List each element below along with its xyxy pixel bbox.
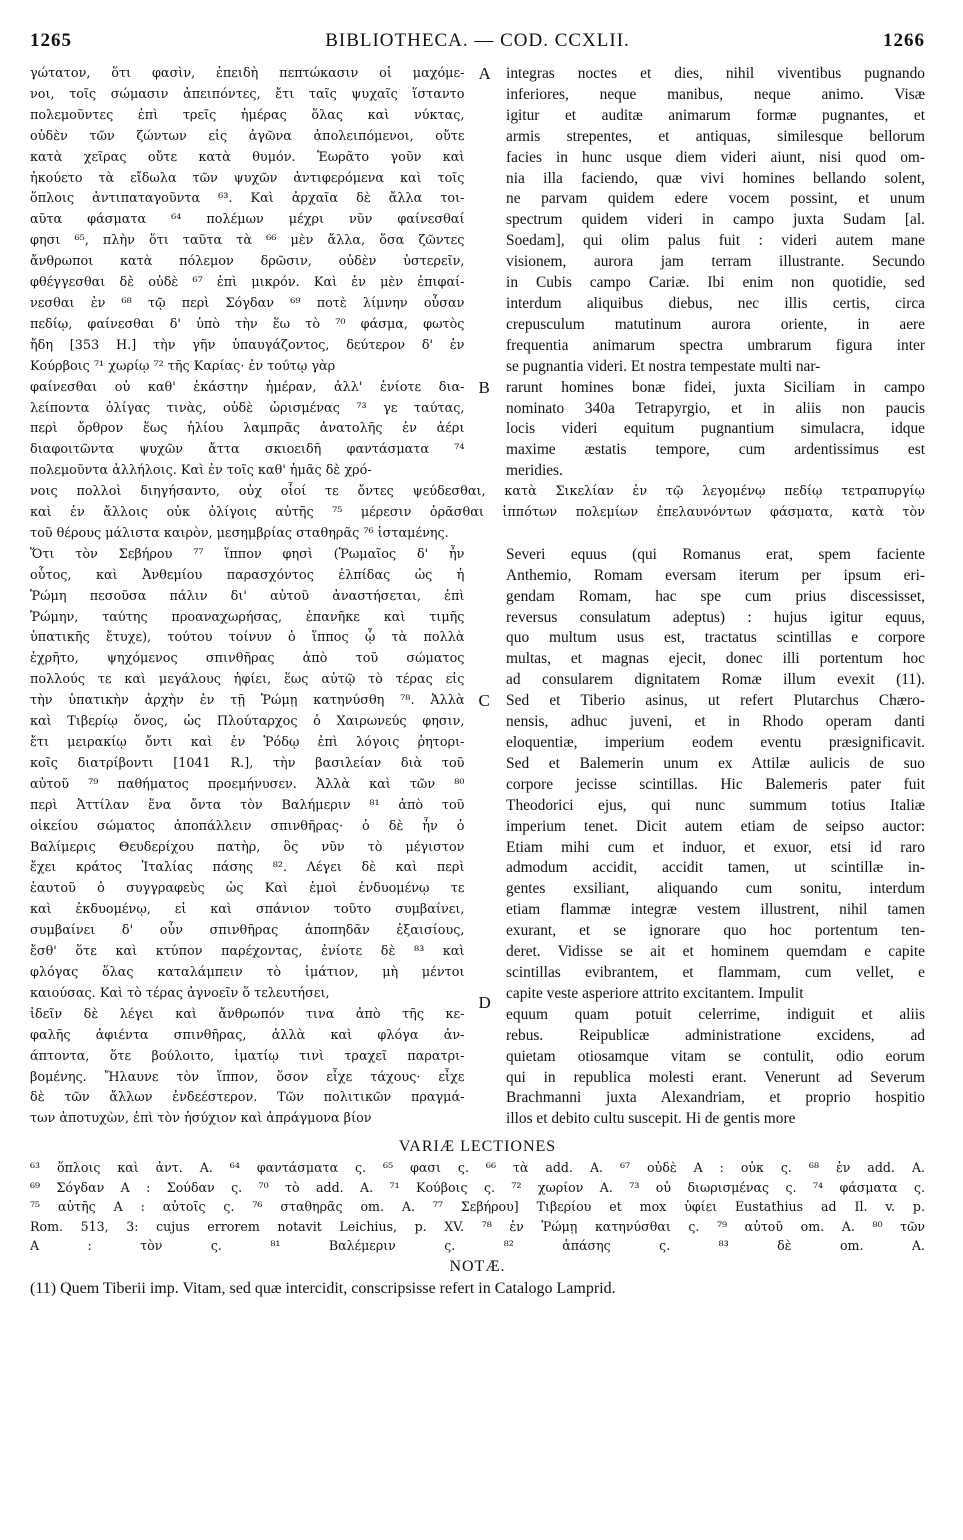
marker-column-b — [478, 378, 492, 483]
text-line: Βαλίμερις Θευδερίχου πατὴρ, ὃς νῦν τὸ μέγιστον — [30, 839, 465, 855]
text-line: Sed et Tiberio asinus, ut refert Plutarchus Chæro- — [506, 692, 925, 710]
text-line: quietam otiosamque vitam se contulit, odio eorum — [506, 1047, 925, 1065]
text-line: κοῖς διατρίβοντι [1041 R.], τὴν βασιλείαν διὰ τοῦ — [30, 755, 465, 771]
text-line: φαίνεσθαι οὐ καθ' ἑκάστην ἡμέραν, ἀλλ' ἐνίοτε δια- — [30, 379, 465, 395]
text-line: admodum accidit, accidit tamen, ut scintillæ in- — [506, 859, 925, 877]
marker-column-a — [478, 64, 492, 378]
text-line: gentes exsiliant, aliquando cum sonitu, interdum — [506, 880, 925, 898]
text-line: λείποντα ὀλίγας τινὰς, οὐδὲ ὡρισμένας ⁷³ γε ταύτας, — [30, 400, 465, 416]
text-line: igitur et auditæ animarum formæ pugnantes, et — [506, 106, 925, 124]
text-line: φθέγγεσθαι δὲ οὐδὲ ⁶⁷ ἐπὶ μικρόν. Καὶ ἐν μὲν ἐπιφαί- — [30, 275, 465, 291]
text-line: Soedam], qui olim palus fuit : videri autem mane — [506, 232, 925, 250]
marker-column-c — [478, 545, 492, 1005]
text-line: rebus. Reipublicæ administratione excidens, ad — [506, 1026, 925, 1044]
text-line: γώτατον, ὅτι φασὶν, ἐπειδὴ πεπτώκασιν οἱ μαχόμε- — [30, 66, 465, 81]
text-line: Theodorici ejus, qui nunc summum totius Italiæ — [506, 796, 925, 814]
notae-title: NOTÆ. — [449, 1257, 506, 1275]
section-marker-a: A — [478, 64, 491, 83]
text-line: ὑπατικῆς ἔτυχε), τούτου τοίνυν ὁ ἵππος ᾧ τὰ πολλὰ — [30, 630, 465, 646]
text-line: spectrum quidem videri in campo juxta Sudam [al. — [506, 211, 925, 229]
variae-title: VARIÆ LECTIONES — [398, 1138, 557, 1156]
text-line: φλόγας ὅλας καταλάμπειν τὸ ἱμάτιον, μὴ μέντοι — [30, 964, 465, 980]
section-marker-d: D — [478, 992, 491, 1012]
text-line: exurant, et se ignorare quo hoc portentum ten- — [506, 922, 925, 940]
text-line: αὐτοῦ ⁷⁹ παθήματος προεμήνυσεν. Ἀλλὰ καὶ τῶν ⁸⁰ — [30, 776, 465, 792]
text-line: κατὰ χεῖρας οὔτε κατὰ θυμόν. Ἑωρᾶτο γοῦν καὶ — [30, 149, 465, 165]
text-line: meridies. — [506, 462, 563, 480]
text-line: frequentia animarum spectra umbrarum figura inter — [506, 336, 925, 354]
page-number-right: 1266 — [882, 30, 925, 51]
text-line: Ῥώμη πεσοῦσα πάλιν δι' αὐτοῦ ἀναστήσεται, ἐπὶ — [30, 588, 465, 604]
text-line: νοις πολλοὶ διηγήσαντο, οὐχ οἷοί τε ὄντες ψεύδεσθαι, κατὰ Σικελίαν ἐν τῷ λεγομένῳ πεδίῳ τετραπυργίῳ — [30, 484, 925, 500]
text-line: Sed et Balemerin unum ex Attilæ aulicis de suo — [506, 754, 925, 772]
text-line: Severi equus (qui Romanus erat, spem faciente — [506, 545, 925, 563]
text-line: reversus consulatum adeptus) : hujus igitur equus, — [506, 608, 925, 626]
text-line: ἑαυτοῦ ὁ συγγραφεὺς ὡς Καὶ ἐμοὶ ἐνδυομένῳ τε — [30, 881, 465, 897]
text-line: ἔσθ' ὅτε καὶ κτύπον παρέχοντας, ἐνίοτε δὲ ⁸³ καὶ — [30, 944, 465, 960]
text-line: nensis, adhuc juveni, et in Rhodo operam danti — [506, 713, 925, 731]
text-line: συμβαίνει δ' οὖν σπινθῆρας ἀποπηδᾶν ἐξαισίους, — [30, 923, 465, 939]
text-line: ἰδεῖν δὲ λέγει καὶ ἄνθρωπόν τινα ἀπὸ τῆς κε- — [30, 1006, 465, 1022]
latin-column-a — [506, 64, 925, 378]
text-line: interdum aliquibus diebus, nec illis certis, circa — [506, 294, 925, 312]
greek-column-b — [30, 378, 464, 483]
text-line: ἐχρῆτο, ψηχόμενος σπινθῆρας ἀπὸ τοῦ σώματος — [30, 651, 465, 667]
text-line: Anthemio, Romam eversam iterum per ipsum eri- — [506, 566, 925, 584]
text-line: ne parvam quidem edere vocem possint, et unum — [506, 190, 925, 208]
text-line: inferiores, neque manibus, neque animo. Visæ — [506, 85, 925, 103]
marker-column-d — [478, 992, 492, 1130]
running-title: BIBLIOTHECA. — COD. CCXLII. — [325, 30, 630, 51]
text-line: imperium tenet. Dicit autem etiam de seipso auctor: — [506, 817, 925, 835]
text-line: διαφοιτῶντα ψυχῶν ἄττα σκιοειδῆ φαντάσματα ⁷⁴ — [30, 442, 465, 458]
section-marker-c: C — [478, 690, 490, 710]
text-line: eloquentiæ, imperium eodem eventu præsignificavit. — [506, 734, 925, 751]
text-line: rarunt homines bonæ fidei, juxta Siciliam in campo — [506, 378, 925, 396]
variae-lectiones — [30, 1158, 925, 1256]
text-line: crepusculum matutinum aurora oriente, in aere — [506, 315, 925, 333]
text-line: facies in hunc usque diem videri aiunt, nisi quod om- — [506, 148, 925, 166]
text-line: πολεμοῦντες ἐπὶ τρεῖς ἡμέρας ὅλας καὶ νύκτας, — [30, 107, 465, 123]
text-line: ad consularem dignitatem Romæ illum evexit (11). — [506, 671, 925, 689]
latin-column-c — [506, 545, 925, 1005]
text-line: visionem, aurora jam terram illustrante. Secundo — [506, 253, 925, 271]
text-line: maxime æstatis tempore, cum ardentissimus est — [506, 441, 925, 459]
text-line: νεσθαι ἐν ⁶⁸ τῷ περὶ Σόγδαν ⁶⁹ ποτὲ λίμνην οὖσαν — [30, 295, 465, 311]
text-line: καὶ ἐκδυομένῳ, εἰ καὶ σπάνιον τοῦτο συμβαίνει, — [30, 902, 465, 918]
section-c — [30, 545, 925, 1005]
text-line: τοῦ θέρους μάλιστα καιρὸν, μεσημβρίας σταθηρᾶς ⁷⁶ ἱσταμένης. — [30, 525, 449, 541]
text-line: locis videri equitum pugnantium simulacra, idque — [506, 420, 925, 438]
text-line: περὶ Ἀττίλαν ἕνα ὄντα τὸν Βαλήμεριν ⁸¹ ἀπὸ τοῦ — [30, 797, 465, 813]
text-line: άπτοντα, ὅτε βούλοιτο, ἱματίῳ τινὶ τραχεῖ παρατρι- — [30, 1048, 465, 1064]
text-line: ⁷⁵ αὐτῆς A : αὐτοῖς ς. ⁷⁶ σταθηρᾶς om. A. ⁷⁷ Σεβήρου] Τιβερίου et mox ὑφίει Eustathius ad Il. v. p. — [30, 1199, 925, 1215]
text-line: οὗτος, καὶ Ἀνθεμίου παρασχόντος ἐλπίδας ὡς ἡ — [30, 567, 465, 583]
text-line: ⁶³ ὅπλοις καὶ ἀντ. A. ⁶⁴ φαντάσματα ς. ⁶⁵ φασι ς. ⁶⁶ τὰ add. A. ⁶⁷ οὐδὲ A : οὐκ ς. ⁶⁸ ἐν add. A. — [30, 1160, 925, 1176]
text-line: integras noctes et dies, nihil viventibus pugnando — [506, 65, 925, 82]
greek-column-c — [30, 545, 464, 1005]
text-line: nominato 340a Tetrapyrgio, et in aliis non paucis — [506, 399, 925, 417]
text-line: ὅπλοις ἀντιπαταγοῦντα ⁶³. Καὶ ἀρχαῖα δὲ ἄλλα τοι- — [30, 191, 465, 207]
section-b — [30, 378, 925, 483]
text-line: multas, et magnas ejecit, donec illi portentum hoc — [506, 650, 925, 668]
text-line: Brachmanni juxta Alexandriam, et proprio hospitio — [506, 1089, 925, 1107]
text-line: ἠκούετο τὰ εἴδωλα τῶν ψυχῶν ἀντιφερόμενα καὶ τοῖς — [30, 170, 465, 186]
text-line: τὴν ὑπατικὴν ἀρχὴν ἐν τῇ Ῥώμῃ κατηνύσθη ⁷⁸. Ἀλλὰ — [30, 693, 465, 709]
text-line: armis strepentes, et antiquas, similesque bellorum — [506, 127, 925, 145]
text-line: Etiam mihi cum et induor, et exuor, etsi id raro — [506, 838, 925, 856]
text-line: Κούρβοις ⁷¹ χωρίῳ ⁷² τῆς Καρίας· ἐν τούτῳ γὰρ — [30, 358, 336, 374]
text-line: nia illa faciendo, quæ vivi homines bellando solent, — [506, 169, 925, 187]
text-line: των ἀποτυχὼν, ἐπὶ τὸν ἡσύχιον καὶ ἀπράγμονα βίον — [30, 1111, 372, 1127]
text-line: capite veste asperiore attrito excitantem. Impulit — [506, 984, 804, 1002]
greek-column-a — [30, 64, 464, 378]
text-line: φαλῆς ἀφιέντα σπινθῆρας, ἀλλὰ καὶ φλόγα ἀν- — [30, 1027, 465, 1043]
text-line: scintillas evibrantem, et flammam, cum vellet, e — [506, 963, 925, 981]
text-line: οὐδὲν τῶν ζώντων εἰς ἀγῶνα ἀπολειπόμενοι, οὔτε — [30, 128, 465, 144]
section-marker-b: B — [478, 377, 490, 397]
text-line: (11) Quem Tiberii imp. Vitam, sed quæ intercidit, conscripsisse refert in Catalogo Lamprid. — [30, 1279, 616, 1297]
text-line: αῦτα φάσματα ⁶⁴ πολέμων μέχρι νῦν φαίνεσθαί — [30, 212, 465, 228]
section-a — [30, 64, 925, 378]
latin-column-b — [506, 378, 925, 483]
page-number-left: 1265 — [30, 30, 72, 51]
text-line: πεδίῳ, φαίνεσθαι δ' ὑπὸ τὴν ἕω τὸ ⁷⁰ φάσμα, φωτὸς — [30, 316, 465, 332]
text-line: gendam Romam, hac spe cum prius discessisset, — [506, 587, 925, 605]
text-line: A : τὸν ς. ⁸¹ Βαλέμεριν ς. ⁸² ἁπάσης ς. ⁸³ δὲ om. A. — [30, 1238, 925, 1254]
text-line: βομένης. Ἤλαυνε τὸν ἵππον, ὅσον εἶχε τάχους· εἶχε — [30, 1069, 465, 1085]
text-line: καιούσας. Καὶ τὸ τέρας ἀγνοεῖν ὅ τελευτήσει, — [30, 985, 330, 1001]
page-header — [30, 30, 925, 56]
text-line: Rom. 513, 3: cujus errorem notavit Leichius, p. XV. ⁷⁸ ἐν Ῥώμῃ κατηνύσθαι ς. ⁷⁹ αὐτοῦ om. A. ⁸⁰ τῶν — [30, 1218, 925, 1234]
text-line: καὶ Τιβερίῳ ὄνος, ὡς Πλούταρχος ὁ Χαιρωνεύς φησιν, — [30, 714, 465, 730]
text-line: περὶ ὄρθρον ἕως ἡλίου λαμπρᾶς ἀνατολῆς ἐν ἀέρι — [30, 421, 465, 437]
text-line: ἔχει κράτος Ἰταλίας πάσης ⁸². Λέγει δὲ καὶ περὶ — [30, 860, 465, 876]
text-line: deret. Vidisse se ait et hominem quemdam e capite — [506, 943, 925, 961]
greek-column-d — [30, 1005, 464, 1130]
text-line: Ὅτι τὸν Σεβήρου ⁷⁷ ἵππον φησὶ (Ῥωμαῖος δ' ἦν — [30, 546, 465, 562]
text-line: οἰκείου σώματος ἀποπάλλειν σπινθῆρας· ὁ δὲ ἦν ὁ — [30, 818, 465, 834]
text-line: equum quam potuit celerrime, indiguit et aliis — [506, 1005, 925, 1023]
text-line: ⁶⁹ Σόγδαν A : Σούδαν ς. ⁷⁰ τὸ add. A. ⁷¹ Κούβοις ς. ⁷² χωρίον A. ⁷³ οὐ διωρισμένας ς. ⁷⁴ φάσματα ς. — [30, 1179, 925, 1195]
text-line: ἄνθρωποι κατὰ πόλεμον δρῶσιν, οὐδὲν ὑστερεῖν, — [30, 254, 465, 270]
text-line: in Cubis campo Cariæ. Ibi enim non quotidie, sed — [506, 274, 925, 292]
text-line: νοι, τοῖς σώμασιν ἀπειπόντες, ἔτι ταῖς ψυχαῖς ἵσταντο — [30, 86, 465, 102]
text-line: δὲ τῶν ἄλλων ἐνδεέστερον. Τῶν πολιτικῶν πραγμά- — [30, 1090, 465, 1106]
text-line: φησι ⁶⁵, πλὴν ὅτι ταῦτα τὰ ⁶⁶ μὲν ἄλλα, ὅσα ζῶντες — [30, 233, 465, 249]
text-line: καὶ ἐν ἄλλοις οὐκ ὀλίγοις αὐτῆς ⁷⁵ μέρεσιν ὁρᾶσθαι ἱππότων πολεμίων ἐπελαυνόντων φάσματα, κατὰ τὸν — [30, 505, 925, 521]
text-line: se pugnantia videri. Et nostra tempestate multi nar- — [506, 357, 821, 375]
full-width-greek — [30, 482, 925, 545]
text-line: Ῥώμην, ταύτης προαναχωρήσας, ἐπανῆκε καὶ τιμῆς — [30, 609, 465, 625]
text-line: ἔτι μειρακίῳ ὄντι καὶ ἐν Ῥόδῳ ἐπὶ λόγοις ῥητορι- — [30, 735, 465, 750]
text-line: etiam flammæ integræ vestem illustrent, nihil tamen — [506, 901, 925, 919]
text-line: illos et debito cultu suscepit. Hi de gentis more — [506, 1110, 796, 1128]
latin-column-d — [506, 1005, 925, 1130]
text-line: qui in republica molesti erant. Venerunt ad Severum — [506, 1068, 925, 1086]
text-line: πολλούς τε καὶ μεγάλους ἠφίει, ἕως αὐτῷ τὸ τέρας εἰς — [30, 672, 465, 688]
text-line: corpore jecisse scintillas. Hic Balemeris pater fuit — [506, 775, 925, 793]
text-line: ἤδη [353 H.] τὴν γῆν ὑπαυγάζοντος, δεύτερον δ' ἐν — [30, 337, 465, 353]
notae — [30, 1278, 925, 1300]
text-line: πολεμοῦντα ἀλλήλοις. Καὶ ἐν τοῖς καθ' ἡμᾶς δὲ χρό- — [30, 463, 372, 479]
text-line: quo multum usus est, tractatus scintillas e corpore — [506, 629, 925, 647]
